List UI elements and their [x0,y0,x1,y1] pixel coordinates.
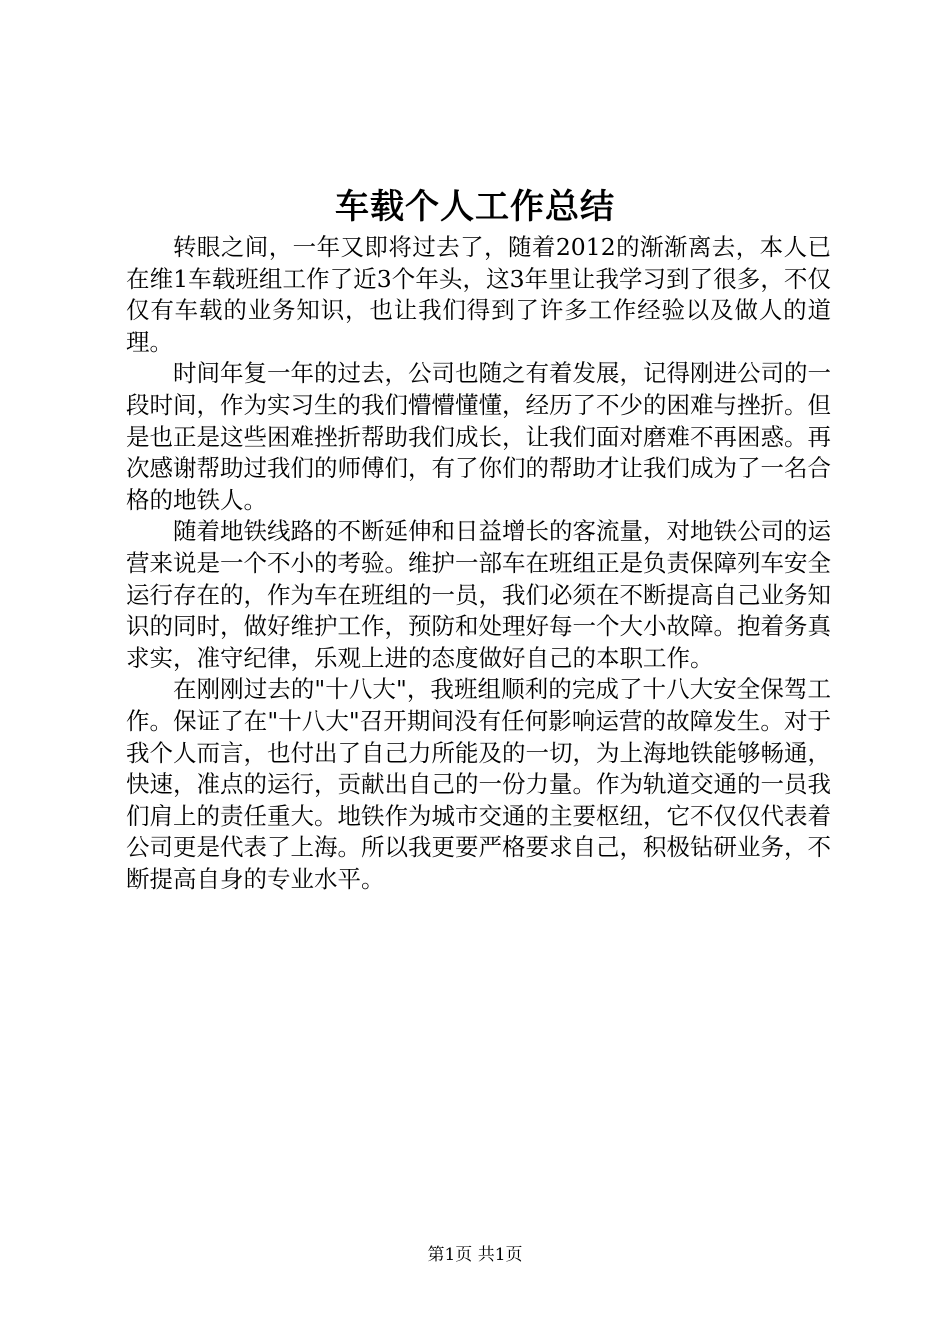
paragraph-2: 时间年复一年的过去，公司也随之有着发展，记得刚进公司的一段时间，作为实习生的我们懵懵懂懂，经历了不少的困难与挫折。但是也正是这些困难挫折帮助我们成长，让我们面对磨难不再困惑。再次感谢帮助过我们的师傅们，有了你们的帮助才让我们成为了一名合格的地铁人。 [126,359,831,514]
document-body [126,232,831,895]
paragraph-3: 随着地铁线路的不断延伸和日益增长的客流量，对地铁公司的运营来说是一个不小的考验。维护一部车在班组正是负责保障列车安全运行存在的，作为车在班组的一员，我们必须在不断提高自己业务知识的同时，做好维护工作，预防和处理好每一个大小故障。抱着务真求实，准守纪律，乐观上进的态度做好自己的本职工作。 [126,517,831,672]
paragraph-1: 转眼之间，一年又即将过去了，随着2012的渐渐离去，本人已在维1车载班组工作了近3个年头，这3年里让我学习到了很多，不仅仅有车载的业务知识，也让我们得到了许多工作经验以及做人的道理。 [126,233,831,356]
document-title: 车载个人工作总结 [335,187,615,227]
page-footer: 第1页 共1页 [427,1245,523,1265]
paragraph-4: 在刚刚过去的"十八大"，我班组顺利的完成了十八大安全保驾工作。保证了在"十八大"召开期间没有任何影响运营的故障发生。对于我个人而言，也付出了自己力所能及的一切，为上海地铁能够畅通，快速，准点的运行，贡献出自己的一份力量。作为轨道交通的一员我们肩上的责任重大。地铁作为城市交通的主要枢纽，它不仅仅代表着公司更是代表了上海。所以我更要严格要求自己，积极钻研业务，不断提高自身的专业水平。 [126,675,831,893]
